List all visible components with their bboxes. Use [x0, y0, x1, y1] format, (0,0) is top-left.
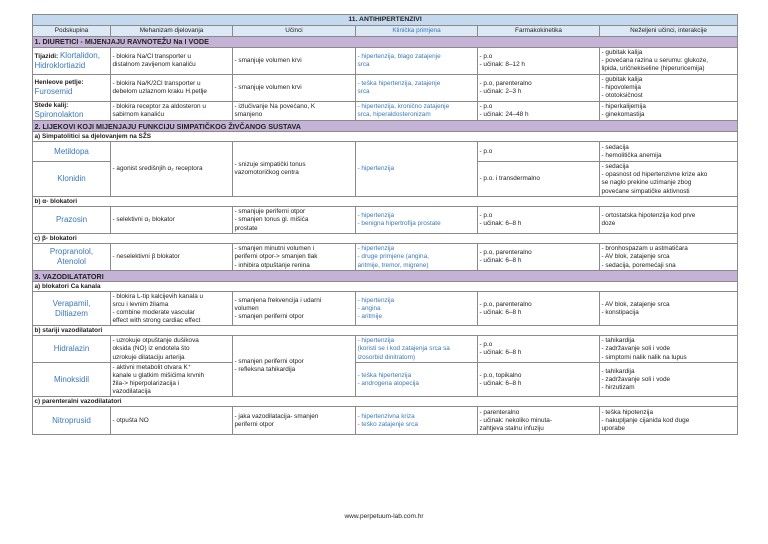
- pk-cell: - p.o - učinak: 6–8 h: [478, 207, 600, 234]
- clinical-cell: - hipertenzija - benigna hipertrofija prostate: [356, 207, 478, 234]
- drug-group-label: Tijazidi:: [34, 52, 59, 60]
- adverse-cell: - gubitak kalija - hipovolemija - ototoksičnost: [600, 75, 738, 102]
- subsection-stariji: b) stariji vazodilatatori: [33, 326, 738, 336]
- mechanism-cell: - aktivni metabolit otvara K⁺ kanale u glatkim mišićima krvnih žila-> hiperpolarizacija i vazodilatacija: [111, 363, 233, 397]
- drug-cell: [33, 48, 111, 75]
- pk-cell: - p.o, topikalno - učinak: 6–8 h: [478, 363, 600, 397]
- pk-cell: - p.o, parenteralno - učinak: 6–8 h: [478, 292, 600, 326]
- table-row: [33, 48, 738, 75]
- mechanism-cell: - neselektivni β blokator: [111, 244, 233, 271]
- pk-cell: - p.o, parenteralno - učinak: 2–3 h: [478, 75, 600, 102]
- mechanism-cell: - uzrokuje otpuštanje dušikova oksida (NO) iz endotela što uzrokuje dilataciju arterija: [111, 336, 233, 363]
- section-simpaticki: 2. LIJEKOVI KOJI MIJENJAJU FUNKCIJU SIMPATIČKOG ŽIVČANOG SUSTAVA: [33, 121, 738, 132]
- drug-group-label: Štede kalij:: [34, 102, 69, 109]
- drug-group-label: Henleove petlje:: [34, 78, 84, 86]
- effects-cell: - smanjen periferni otpor - refleksna tahikardija: [233, 336, 356, 397]
- drug-name: Hidralazin: [33, 336, 111, 363]
- adverse-cell: - gubitak kalija - povećana razina u serumu: glukoze, lipida, uričnekiseline (hiperuricemija): [600, 48, 738, 75]
- drug-name: Klortalidon, Hidroklortiazid: [34, 50, 100, 70]
- header-nezeljeni: Neželjeni učinci, interakcije: [600, 26, 738, 37]
- mechanism-cell: - agonist središnjih α₂ receptora: [111, 142, 233, 197]
- header-mehanizam: Mehanizam djelovanja: [111, 26, 233, 37]
- table-row: [33, 75, 738, 102]
- clinical-cell: - hipertenzivna kriza - teško zatajenje srca: [356, 407, 478, 435]
- table-row: [33, 407, 738, 435]
- clinical-cell: - hipertenzija (koristi se i kod zatajenja srca sa izosorbid dinitratom): [356, 336, 478, 363]
- mechanism-cell: - selektivni α₁ blokator: [111, 207, 233, 234]
- effects-cell: - smanjen minutni volumen i periferni otpor-> smanjen tlak - inhibira otpuštanje renina: [233, 244, 356, 271]
- drug-cell: [33, 75, 111, 102]
- clinical-cell: - teška hipertenzija, zatajenje srca: [356, 75, 478, 102]
- pk-cell: - p.o - učinak: 8–12 h: [478, 48, 600, 75]
- pk-cell: - p.o - učinak: 24–48 h: [478, 102, 600, 121]
- table-row: [33, 102, 738, 121]
- table-row: [33, 292, 738, 326]
- pk-cell: - p.o. i transdermalno: [478, 162, 600, 197]
- pk-cell: - parenteralno - učinak: nekoliko minuta- zahtjeva stalnu infuziju: [478, 407, 600, 435]
- mechanism-cell: - blokira L-tip kalcijevih kanala u srcu i levnim žilama - combine moderate vascular effect with strong cardiac effect: [111, 292, 233, 326]
- footer-url[interactable]: www.perpetuum-lab.com.hr: [344, 513, 424, 520]
- effects-cell: - smanjuje volumen krvi: [233, 75, 356, 102]
- table-row: [33, 244, 738, 271]
- table-row: [33, 142, 738, 162]
- effects-cell: - jaka vazodilatacija- smanjen periferni otpor: [233, 407, 356, 435]
- drug-name: Minoksidil: [33, 363, 111, 397]
- drug-name: Spironolakton: [34, 110, 84, 120]
- header-ucinci: Učinci: [233, 26, 356, 37]
- effects-cell: - izlučivanje Na povećano, K smanjeno: [233, 102, 356, 121]
- effects-cell: - smanjuje volumen krvi: [233, 48, 356, 75]
- antihypertensives-table: [32, 14, 738, 435]
- drug-name: Nitroprusid: [33, 407, 111, 435]
- adverse-cell: - sedacija - opasnost od hipertenzivne krize ako se naglo prekine uzimanje zbog povećane simpatičke aktivnosti: [600, 162, 738, 197]
- subsection-ca-blokatori: a) blokatori Ca kanala: [33, 282, 738, 292]
- pk-cell: - p.o: [478, 142, 600, 162]
- subsection-parenteralni: c) parenteralni vazodilatatori: [33, 397, 738, 407]
- clinical-cell: - hipertenzija, blago zatajenje srca: [356, 48, 478, 75]
- adverse-cell: - tahikardija - zadržavanje soli i vode - hirzutizam: [600, 363, 738, 397]
- adverse-cell: - tahikardija - zadržavanje soli i vode - simptomi nalik nalik na lupus: [600, 336, 738, 363]
- drug-name: Metildopa: [33, 142, 111, 162]
- drug-name: Propranolol, Atenolol: [33, 244, 111, 271]
- adverse-cell: - ortostatska hipotenzija kod prve doze: [600, 207, 738, 234]
- subsection-simpatolitici: a) Simpatolitici sa djelovanjem na SŽS: [33, 132, 738, 142]
- header-klinicka: Klinička primjena: [356, 26, 478, 37]
- effects-cell: - smanjuje periferni otpor - smanjen tonus gl. mišića prostate: [233, 207, 356, 234]
- clinical-cell: - hipertenzija, kronično zatajenje srca, hiperaldosteronizam: [356, 102, 478, 121]
- clinical-cell: - hipertenzija: [356, 142, 478, 197]
- effects-cell: - snizuje simpatički tonus vazomotoričkog centra: [233, 142, 356, 197]
- pk-cell: - p.o - učinak: 6–8 h: [478, 336, 600, 363]
- subsection-beta-blokatori: c) β- blokatori: [33, 234, 738, 244]
- mechanism-cell: - blokira receptor za aldosteron u sabirnom kanaliću: [111, 102, 233, 121]
- subsection-alfa-blokatori: b) α- blokatori: [33, 197, 738, 207]
- section-vazodilatatori: 3. VAZODILATATORI: [33, 271, 738, 282]
- clinical-cell: - hipertenzija - angina - aritmije: [356, 292, 478, 326]
- effects-cell: - smanjena frekvencija i udarni volumen - smanjen periferni otpor: [233, 292, 356, 326]
- mechanism-cell: - blokira Na/K/2Cl transporter u debelom uzlaznom kraku H.petlje: [111, 75, 233, 102]
- drug-name: Klonidin: [33, 162, 111, 197]
- table-row: [33, 363, 738, 397]
- drug-name: Prazosin: [33, 207, 111, 234]
- adverse-cell: - sedacija - hemolitička anemija: [600, 142, 738, 162]
- header-farmakokinetika: Farmakokinetika: [478, 26, 600, 37]
- adverse-cell: - AV blok, zatajenje srca - konstipacija: [600, 292, 738, 326]
- table-row: [33, 207, 738, 234]
- adverse-cell: - bronhospazam u astmatičara - AV blok, zatajenje srca - sedacija, poremećaji sna: [600, 244, 738, 271]
- pk-cell: - p.o, parenteralno - učinak: 6–8 h: [478, 244, 600, 271]
- header-podskupina: Podskupina: [33, 26, 111, 37]
- adverse-cell: - teška hipotenzija - nakupljanje cijanida kod duge uporabe: [600, 407, 738, 435]
- drug-name: Furosemid: [34, 86, 73, 96]
- table-row: [33, 336, 738, 363]
- drug-cell: [33, 102, 111, 121]
- clinical-cell: - hipertenzija - druge primjene (angina, aritmije, tremor, migrene): [356, 244, 478, 271]
- mechanism-cell: - blokira Na/Cl transporter u distalnom zavijenom kanaliću: [111, 48, 233, 75]
- drug-name: Verapamil, Diltiazem: [33, 292, 111, 326]
- adverse-cell: - hiperkalijemija - ginekomastija: [600, 102, 738, 121]
- clinical-cell: - teška hipertenzija - androgena alopecija: [356, 363, 478, 397]
- section-diuretici: 1. DIURETICI - MIJENJAJU RAVNOTEŽU Na I VODE: [33, 37, 738, 48]
- mechanism-cell: - otpušta NO: [111, 407, 233, 435]
- table-title: 11. ANTIHIPERTENZIVI: [33, 15, 738, 26]
